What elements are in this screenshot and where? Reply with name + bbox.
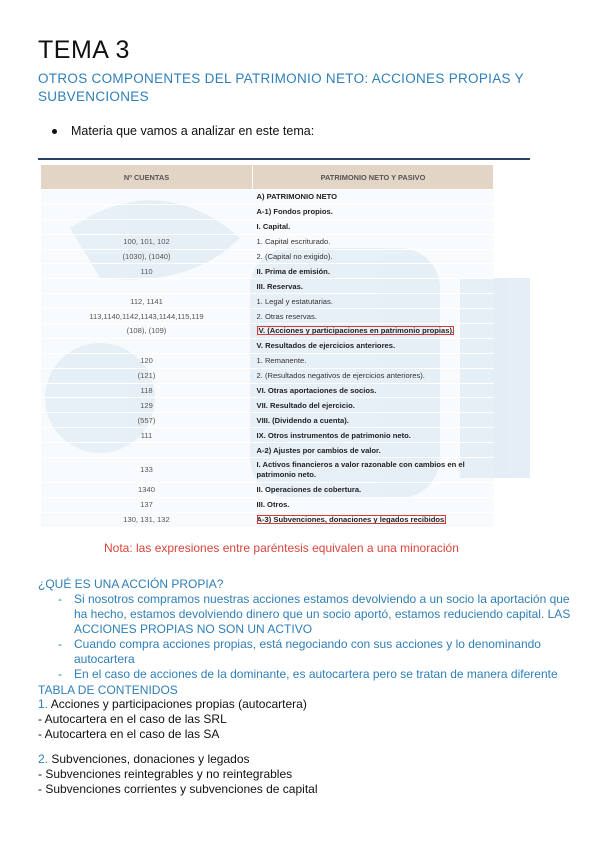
table-row: A) PATRIMONIO NETO [41,190,494,205]
point-1: Si nosotros compramos nuestras acciones estamos devolviendo a un socio la aportación que ha hecho, estamos devolviendo dinero que un socio aportó, estamos reduciendo capital. LAS ACCIONES PROPIAS NO SON UN ACTIVO [74,592,571,636]
dash-bullet: - [58,592,62,606]
table-row: (121) 2. (Resultados negativos de ejercicios anteriores). [41,368,494,383]
table-row: (1030), (1040) 2. (Capital no exigido). [41,249,494,264]
toc-subitem[interactable]: - Subvenciones reintegrables y no reintegrables [38,767,293,781]
toc-item-1[interactable]: 1. Acciones y participaciones propias (autocartera) [38,697,307,711]
table-top-rule [38,158,530,160]
header-accounts: Nº CUENTAS [41,165,253,190]
table-row: 130, 131, 132 A-3) Subvenciones, donaciones y legados recibidos. [41,512,494,526]
header-equity-liabilities: PATRIMONIO NETO Y PASIVO [253,165,494,190]
toc-subitem[interactable]: - Subvenciones corrientes y subvenciones de capital [38,782,318,796]
table-note: Nota: las expresiones entre paréntesis equivalen a una minoración [104,541,459,555]
table-row: 120 1. Remanente. [41,353,494,368]
table-row: A-2) Ajustes por cambios de valor. [41,443,494,458]
table-row: 113,1140,1142,1143,1144,115,119 2. Otras reservas. [41,309,494,324]
table-row: III. Reservas. [41,279,494,294]
section-question: ¿QUÉ ES UNA ACCIÓN PROPIA? [38,577,224,591]
intro-bullet-text: Materia que vamos a analizar en este tema: [71,124,315,138]
point-3: En el caso de acciones de la dominante, es autocartera pero se tratan de manera diferente [74,667,558,681]
toc-subitem[interactable]: - Autocartera en el caso de las SA [38,727,220,741]
table-row: 100, 101, 102 1. Capital escriturado. [41,234,494,249]
page-title: TEMA 3 [38,36,130,64]
page-subtitle: OTROS COMPONENTES DEL PATRIMONIO NETO: ACCIONES PROPIAS Y SUBVENCIONES [38,71,524,104]
table-row: 129 VII. Resultado del ejercicio. [41,398,494,413]
table-row: I. Capital. [41,219,494,234]
bullet-dot [52,129,57,134]
highlight-own-shares: IV. (Acciones y participaciones en patrimonio propias). [256,326,455,336]
highlight-subsidies: A-3) Subvenciones, donaciones y legados recibidos. [256,515,447,525]
toc-subitem[interactable]: - Autocartera en el caso de las SRL [38,712,227,726]
table-row: 112, 1141 1. Legal y estatutarias. [41,294,494,309]
table-row: V. Resultados de ejercicios anteriores. [41,338,494,353]
balance-structure-table [40,164,494,527]
table-row: 1340 II. Operaciones de cobertura. [41,483,494,498]
point-2: Cuando compra acciones propias, está negociando con sus acciones y lo denominando autocartera [74,637,541,666]
toc-heading: TABLA DE CONTENIDOS [38,683,178,697]
table-row: 111 IX. Otros instrumentos de patrimonio neto. [41,428,494,443]
table-row: 110 II. Prima de emisión. [41,264,494,279]
table-row: (108), (109) IV. (Acciones y participaciones en patrimonio propias). [41,324,494,339]
dash-bullet: - [58,637,62,651]
dash-bullet: - [58,667,62,681]
table-row: 137 III. Otros. [41,497,494,512]
table-row: 133 I. Activos financieros a valor razonable con cambios en el patrimonio neto. [41,458,494,483]
toc-item-2[interactable]: 2. Subvenciones, donaciones y legados [38,752,250,766]
table-row: (557) VIII. (Dividendo a cuenta). [41,413,494,428]
table-row: A-1) Fondos propios. [41,204,494,219]
intro-bullet [52,124,314,138]
table-row: 118 VI. Otras aportaciones de socios. [41,383,494,398]
